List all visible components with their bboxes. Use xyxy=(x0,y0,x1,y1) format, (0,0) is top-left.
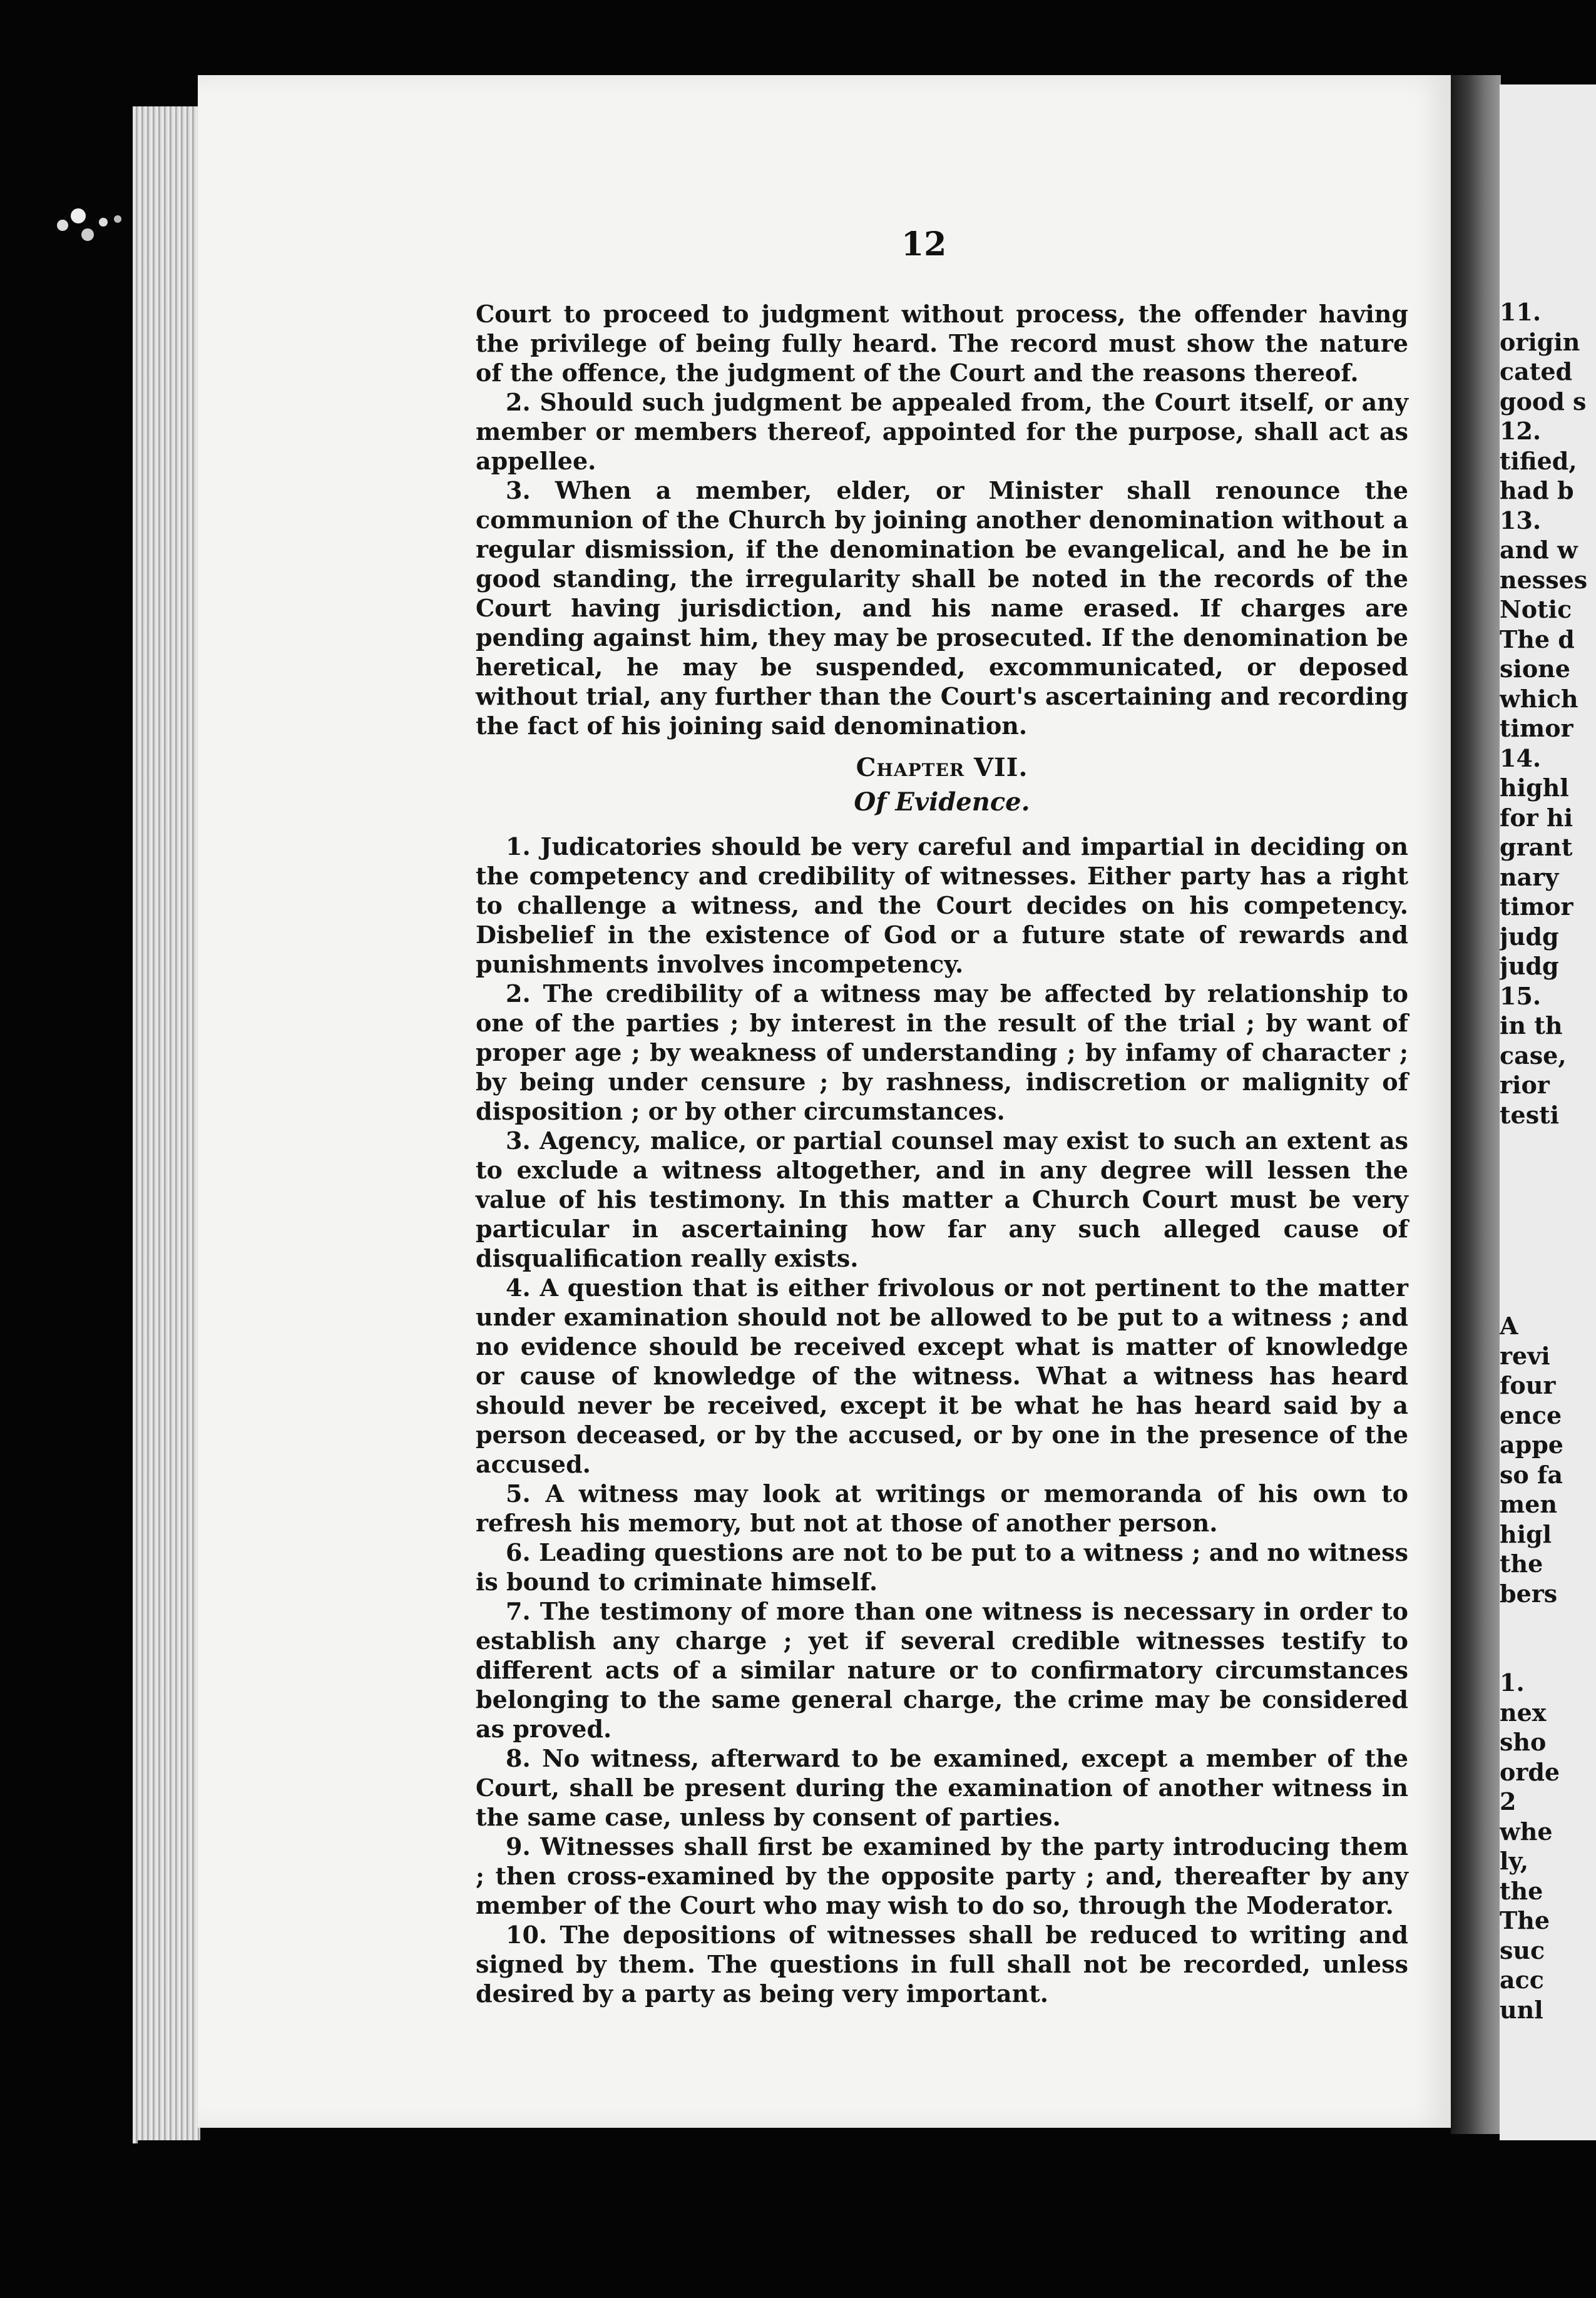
facing-page-line: timor xyxy=(1500,714,1573,742)
facing-page-line: 13. xyxy=(1500,506,1542,534)
facing-page-column-bottom xyxy=(1500,1668,1593,2025)
facing-page-line: which xyxy=(1500,684,1578,713)
facing-page-line: revi xyxy=(1500,1341,1550,1370)
facing-page-line: appe xyxy=(1500,1431,1563,1459)
evidence-paragraph-7: 7. The testimony of more than one witness is necessary in order to establish any charge ; yet if several credible witnesses testify to different acts of a similar nature or to confirmatory circumstances belonging to the same general charge, the crime may be considered as proved. xyxy=(476,1597,1408,1743)
facing-page-line: 11. xyxy=(1500,298,1542,326)
facing-page-line: suc xyxy=(1500,1936,1545,1964)
facing-page-line: sho xyxy=(1500,1728,1547,1756)
facing-page-line: sione xyxy=(1500,655,1570,683)
evidence-paragraph-9: 9. Witnesses shall first be examined by the party introducing them ; then cross-examined by the opposite party ; and, thereafter by any member of the Court who may wish to do so, through the Moderator. xyxy=(476,1832,1408,1919)
facing-page-line: orde xyxy=(1500,1757,1560,1786)
facing-page xyxy=(1500,84,1596,2162)
scan-bottom-border xyxy=(138,2140,1596,2298)
facing-page-line: case, xyxy=(1500,1041,1567,1070)
facing-page-line: ly, xyxy=(1500,1847,1529,1875)
facing-page-line: tified, xyxy=(1500,446,1577,475)
facing-page-line: judg xyxy=(1500,952,1559,980)
facing-page-line: The xyxy=(1500,1906,1550,1934)
facing-page-line: for hi xyxy=(1500,803,1573,832)
facing-page-line: the xyxy=(1500,1876,1543,1905)
facing-page-line: in th xyxy=(1500,1011,1563,1039)
facing-page-column-top xyxy=(1500,297,1593,1130)
paragraph-continuation: Court to proceed to judgment without process, the offender having the privilege of being fully heard. The record must show the nature of the offence, the judgment of the Court and the reasons thereof. xyxy=(476,300,1408,387)
facing-page-line: 15. xyxy=(1500,981,1542,1010)
facing-page-line: so fa xyxy=(1500,1460,1563,1489)
evidence-paragraph-6: 6. Leading questions are not to be put to a witness ; and no witness is bound to criminate himself. xyxy=(476,1538,1408,1596)
facing-page-line: A xyxy=(1500,1312,1518,1340)
evidence-paragraph-8: 8. No witness, afterward to be examined, except a member of the Court, shall be present during the examination of another witness in the same case, unless by consent of parties. xyxy=(476,1744,1408,1831)
evidence-paragraph-1: 1. Judicatories should be very careful and impartial in deciding on the competency and credibility of witnesses. Either party has a right to challenge a witness, and the Court decides on his competency. Disbelief in the existence of God or a future state of rewards and punishments involves incompetency. xyxy=(476,832,1408,978)
paragraph-2: 2. Should such judgment be appealed from, the Court itself, or any member or members thereof, appointed for the purpose, shall act as appellee. xyxy=(476,388,1408,475)
evidence-paragraph-2: 2. The credibility of a witness may be affected by relationship to one of the parties ; by interest in the result of the trial ; by want of proper age ; by weakness of understanding ; by infamy of character ; by being under censure ; by rashness, indiscretion or malignity of disposition ; or by other circumstances. xyxy=(476,979,1408,1125)
facing-page-line: higl xyxy=(1500,1519,1552,1548)
facing-page-line: acc xyxy=(1500,1966,1544,1994)
facing-page-line: testi xyxy=(1500,1100,1560,1129)
facing-page-line: 2 xyxy=(1500,1787,1517,1815)
facing-page-line: cated xyxy=(1500,357,1573,386)
evidence-paragraph-4: 4. A question that is either frivolous or not pertinent to the matter under examination should not be allowed to be put to a witness ; and no evidence should be received except what is matter of knowledge or cause of knowledge of the witness. What a witness has heard should never be received, except it be what he has heard said by a person deceased, or by the accused, or by one in the presence of the accused. xyxy=(476,1274,1408,1478)
facing-page-line: had b xyxy=(1500,476,1574,504)
facing-page-line: nesses xyxy=(1500,565,1588,594)
page-number: 12 xyxy=(901,225,947,263)
chapter-subtitle: Of Evidence. xyxy=(854,787,1030,817)
facing-page-line: timor xyxy=(1500,892,1573,921)
book-gutter-shadow xyxy=(1451,75,1501,2134)
facing-page-line: and w xyxy=(1500,536,1578,564)
facing-page-line: nex xyxy=(1500,1698,1547,1727)
facing-page-line: 12. xyxy=(1500,417,1542,445)
facing-page-line: The d xyxy=(1500,625,1575,653)
page-body xyxy=(476,299,1408,2008)
evidence-paragraph-10: 10. The depositions of witnesses shall be reduced to writing and signed by them. The questions in full shall not be recorded, unless desired by a party as being very important. xyxy=(476,1921,1408,2008)
facing-page-line: bers xyxy=(1500,1579,1558,1608)
facing-page-line: whe xyxy=(1500,1817,1553,1846)
evidence-paragraph-3: 3. Agency, malice, or partial counsel may exist to such an extent as to exclude a witness altogether, and in any degree will lessen the value of his testimony. In this matter a Church Court must be very particular in ascertaining how far any such alleged cause of disqualification really exists. xyxy=(476,1126,1408,1272)
facing-page-line: 14. xyxy=(1500,743,1542,772)
facing-page-line: origin xyxy=(1500,327,1580,356)
facing-page-line: nary xyxy=(1500,862,1559,891)
facing-page-column-middle xyxy=(1500,1311,1593,1608)
paragraph-3: 3. When a member, elder, or Minister shall renounce the communion of the Church by joining another denomination without a regular dismission, if the denomination be evangelical, and he be in good standing, the irregularity shall be noted in the records of the Court having jurisdiction, and his name erased. If charges are pending against him, they may be prosecuted. If the denomination be heretical, he may be suspended, excommunicated, or deposed without trial, any further than the Court's ascertaining and recording the fact of his joining said denomination. xyxy=(476,476,1408,740)
facing-page-line: judg xyxy=(1500,922,1559,951)
evidence-paragraph-5: 5. A witness may look at writings or memoranda of his own to refresh his memory, but not at those of another person. xyxy=(476,1479,1408,1537)
facing-page-line: four xyxy=(1500,1371,1556,1399)
facing-page-line: good s xyxy=(1500,387,1587,416)
facing-page-line: grant xyxy=(1500,833,1573,861)
book-page-edges xyxy=(133,106,200,2143)
facing-page-line: 1. xyxy=(1500,1668,1525,1697)
facing-page-line: the xyxy=(1500,1550,1543,1578)
facing-page-line: ence xyxy=(1500,1401,1562,1429)
chapter-title: Chapter VII. xyxy=(856,753,1028,782)
facing-page-line: unl xyxy=(1500,1995,1543,2024)
facing-page-line: rior xyxy=(1500,1071,1550,1099)
facing-page-line: highl xyxy=(1500,774,1569,802)
facing-page-line: men xyxy=(1500,1490,1558,1518)
facing-page-line: Notic xyxy=(1500,595,1572,623)
scan-dust-marks xyxy=(44,188,131,275)
